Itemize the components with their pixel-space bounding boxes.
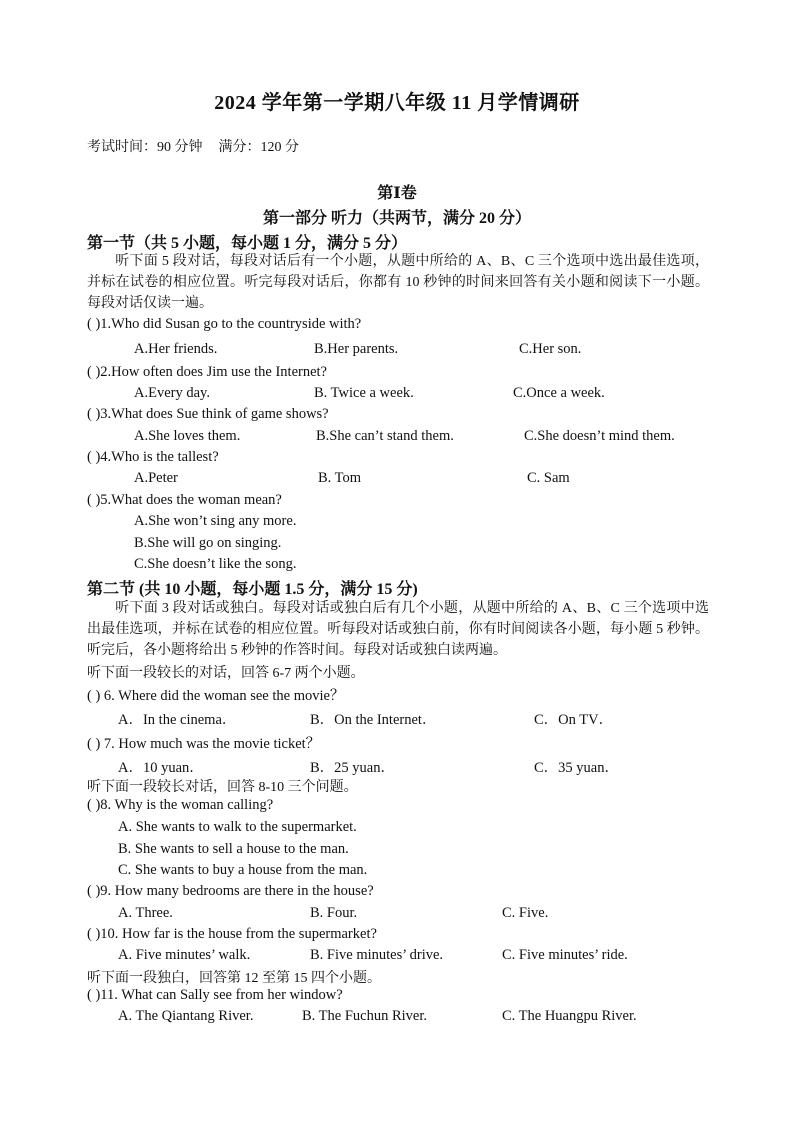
question-6-option-a: A．In the cinema． bbox=[118, 712, 237, 728]
section2-intro-6-7: 听下面一段较长的对话，回答 6-7 两个小题。 bbox=[87, 666, 365, 681]
question-10-option-b: B. Five minutes’ drive. bbox=[310, 947, 444, 963]
exam-meta bbox=[87, 136, 299, 156]
question-1-option-c: C.Her son. bbox=[519, 341, 582, 357]
question-1-option-a: A.Her friends. bbox=[134, 341, 218, 357]
question-11-option-a: A. The Qiantang River. bbox=[118, 1008, 254, 1024]
section2-intro-8-10: 听下面一段较长对话，回答 8-10 三个问题。 bbox=[87, 780, 358, 795]
question-2-option-c: C.Once a week. bbox=[513, 385, 605, 401]
question-10-stem: ( )10. How far is the house from the supermarket? bbox=[87, 926, 377, 942]
question-7-stem: ( ) 7. How much was the movie ticket？ bbox=[87, 736, 321, 752]
question-6-option-c: C．On TV． bbox=[534, 712, 614, 728]
question-9-stem: ( )9. How many bedrooms are there in the house? bbox=[87, 883, 374, 899]
section2-intro-12-15: 听下面一段独白，回答第 12 至第 15 四个小题。 bbox=[87, 971, 381, 986]
question-5-option-c: C.She doesn’t like the song. bbox=[134, 556, 297, 572]
question-7-option-c: C．35 yuan． bbox=[534, 760, 619, 776]
part-heading: 第一部分 听力（共两节，满分 20 分） bbox=[262, 210, 531, 227]
exam-time: 考试时间：90 分钟 bbox=[87, 140, 203, 155]
exam-title: 2024 学年第一学期八年级 11 月学情调研 bbox=[214, 92, 580, 114]
question-4-stem: ( )4.Who is the tallest? bbox=[87, 449, 219, 465]
section1-heading: 第一节（共 5 小题，每小题 1 分，满分 5 分） bbox=[87, 235, 408, 252]
section1-instructions: 听下面 5 段对话，每段对话后有一个小题，从题中所给的 A、B、C 三个选项中选出最佳选项，并标在试卷的相应位置。听完每段对话后，你都有 10 秒钟的时间来回答有关小题和阅读下一小题。每段对话仅读一遍。 bbox=[87, 254, 709, 311]
question-7-option-a: A．10 yuan． bbox=[118, 760, 204, 776]
volume-heading: 第Ⅰ卷 bbox=[377, 185, 417, 202]
question-8-option-c: C. She wants to buy a house from the man. bbox=[118, 862, 368, 878]
question-8-option-a: A. She wants to walk to the supermarket. bbox=[118, 819, 357, 835]
question-4-option-a: A.Peter bbox=[134, 470, 178, 486]
question-8-option-b: B. She wants to sell a house to the man. bbox=[118, 841, 349, 857]
question-6-option-b: B．On the Internet． bbox=[310, 712, 437, 728]
question-11-option-c: C. The Huangpu River. bbox=[502, 1008, 637, 1024]
question-2-option-b: B. Twice a week. bbox=[314, 385, 414, 401]
question-9-option-c: C. Five. bbox=[502, 905, 549, 921]
question-1-stem: ( )1.Who did Susan go to the countryside with? bbox=[87, 316, 362, 332]
question-10-option-c: C. Five minutes’ ride. bbox=[502, 947, 628, 963]
exam-score: 满分：120 分 bbox=[218, 140, 299, 155]
question-11-option-b: B. The Fuchun River. bbox=[302, 1008, 427, 1024]
question-5-option-b: B.She will go on singing. bbox=[134, 535, 282, 551]
question-4-option-b: B. Tom bbox=[318, 470, 362, 486]
question-3-option-a: A.She loves them. bbox=[134, 428, 241, 444]
question-3-option-c: C.She doesn’t mind them. bbox=[524, 428, 675, 444]
section2-heading: 第二节 (共 10 小题，每小题 1.5 分，满分 15 分) bbox=[87, 581, 418, 598]
question-3-option-b: B.She can’t stand them. bbox=[316, 428, 454, 444]
question-6-stem: ( ) 6. Where did the woman see the movie？ bbox=[87, 688, 345, 704]
question-2-option-a: A.Every day. bbox=[134, 385, 210, 401]
question-5-stem: ( )5.What does the woman mean? bbox=[87, 492, 282, 508]
question-2-stem: ( )2.How often does Jim use the Internet? bbox=[87, 364, 327, 380]
question-4-option-c: C. Sam bbox=[527, 470, 570, 486]
section2-instructions: 听下面 3 段对话或独白。每段对话或独白后有几个小题，从题中所给的 A、B、C 三个选项中选出最佳选项，并标在试卷的相应位置。听每段对话或独白前，你有时间阅读各小题，每小题 5 秒钟。听完后，各小题将给出 5 秒钟的作答时间。每段对话或独白读两遍。 bbox=[87, 601, 709, 658]
question-3-stem: ( )3.What does Sue think of game shows? bbox=[87, 406, 329, 422]
question-7-option-b: B．25 yuan． bbox=[310, 760, 395, 776]
question-5-option-a: A.She won’t sing any more. bbox=[134, 513, 297, 529]
question-10-option-a: A. Five minutes’ walk. bbox=[118, 947, 251, 963]
question-9-option-a: A. Three. bbox=[118, 905, 173, 921]
question-1-option-b: B.Her parents. bbox=[314, 341, 399, 357]
question-11-stem: ( )11. What can Sally see from her window? bbox=[87, 987, 343, 1003]
question-8-stem: ( )8. Why is the woman calling? bbox=[87, 797, 274, 813]
question-9-option-b: B. Four. bbox=[310, 905, 358, 921]
